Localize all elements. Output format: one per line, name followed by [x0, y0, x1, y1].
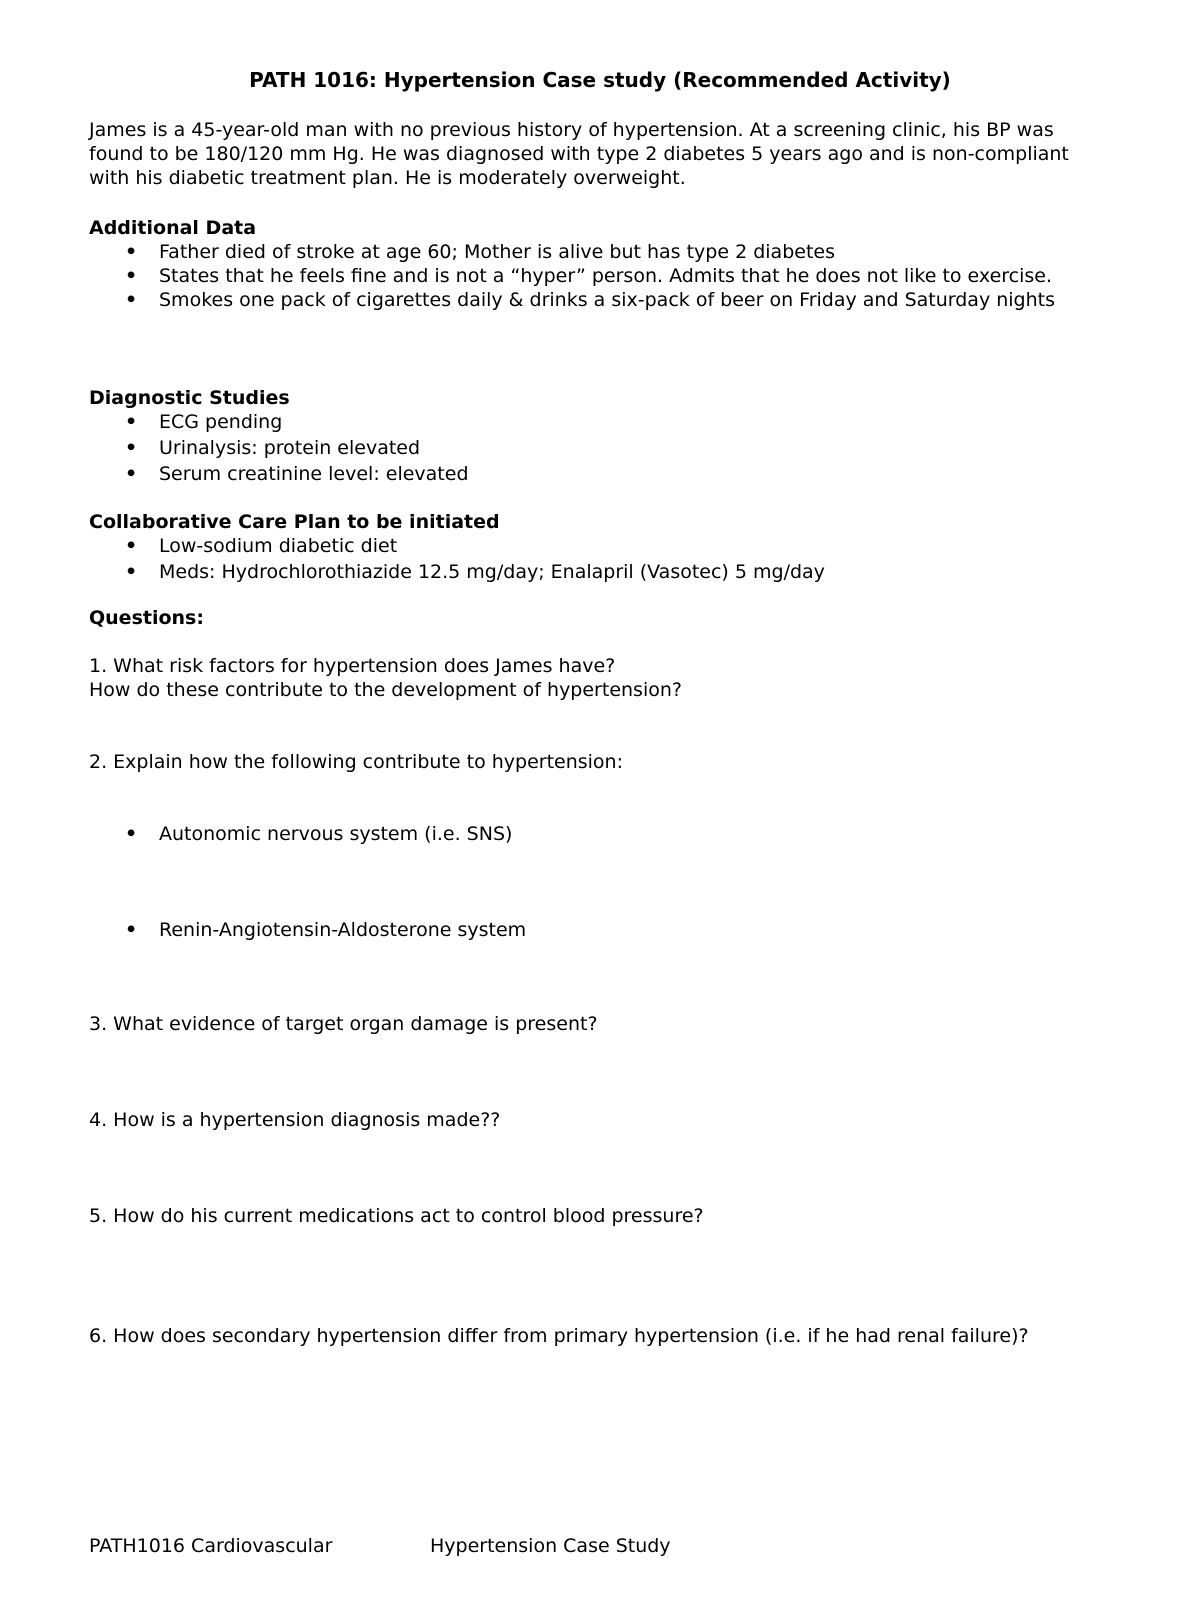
- questions-heading: Questions:: [89, 607, 204, 629]
- additional-data-heading: Additional Data: [89, 217, 257, 239]
- diagnostic-studies-heading: Diagnostic Studies: [89, 387, 290, 409]
- bullet-icon: •: [125, 265, 138, 287]
- intro-paragraph: James is a 45-year-old man with no previous history of hypertension. At a screening clinic, his BP was found to be 180/120 mm Hg. He was diagnosed with type 2 diabetes 5 years ago and is non-compliant with his diabetic treatment plan. He is moderately overweight.: [89, 119, 1069, 189]
- care-plan-heading: Collaborative Care Plan to be initiated: [89, 511, 500, 533]
- bullet-icon: •: [125, 919, 138, 941]
- additional-data-section: [89, 216, 1089, 312]
- list-item: • States that he feels fine and is not a “hyper” person. Admits that he does not like to exercise.: [125, 265, 1053, 287]
- question-5: 5. How do his current medications act to control blood pressure?: [89, 1205, 704, 1227]
- bullet-icon: •: [125, 411, 138, 433]
- list-item: • Smokes one pack of cigarettes daily & drinks a six-pack of beer on Friday and Saturday nights: [125, 289, 1056, 311]
- footer-left: PATH1016 Cardiovascular: [89, 1535, 333, 1557]
- bullet-icon: •: [125, 289, 138, 311]
- question-6: 6. How does secondary hypertension differ from primary hypertension (i.e. if he had renal failure)?: [89, 1325, 1029, 1347]
- document-page: PATH 1016: Hypertension Case study (Recommended Activity) James is a 45-year-old man with no previous history of hypertension. At a screening clinic, his BP was found to be 180/120 mm Hg. He was diagnosed with type 2 diabetes 5 years ago and is non-compliant with his diabetic treatment plan. He is moderately overweight. Additional Data • Father died of stroke at age 60; Mother is alive but has type 2 diabetes • States that he feels fine and is not a “hyper” person. Admits that he does not like to exercise. • Smokes one pack of cigarettes daily & drinks a six-pack of beer on Friday and Saturday nights Diagnostic Studies • ECG pending • Urinalysis: protein elevated • Serum creatinine level: elevated Collaborative Care Plan to be initiated • Low-sodium diabetic diet • Meds: Hydrochlorothiazide 12.5 mg/day; Enalapril (Vasotec) 5 mg/day Questions: 1. What risk factors for hypertension does James have? How do these contribute to the development of hypertension? 2. Explain how the following contribute to hypertension: • Autonomic nervous system (i.e. SNS) • Renin-Angiotensin-Aldosterone system 3. What evidence of target organ damage is present? 4. How is a hypertension diagnosis made?? 5. How do his current medications act to control blood pressure? 6. How does secondary hypertension differ from primary hypertension (i.e. if he had renal failure)? PATH1016 Cardiovascular Hypertension Case Study: [0, 0, 1200, 1602]
- page-title: PATH 1016: Hypertension Case study (Recommended Activity): [249, 68, 951, 92]
- care-plan-list: [89, 534, 1089, 584]
- list-item: • Serum creatinine level: elevated: [125, 463, 469, 485]
- question-2: 2. Explain how the following contribute to hypertension:: [89, 751, 624, 773]
- bullet-icon: •: [125, 463, 138, 485]
- list-item: • ECG pending: [125, 411, 283, 433]
- question-1-line-1: 1. What risk factors for hypertension does James have?: [89, 655, 616, 677]
- bullet-icon: •: [125, 241, 138, 263]
- care-plan-section: [89, 510, 1089, 586]
- list-item: • Urinalysis: protein elevated: [125, 437, 421, 459]
- bullet-icon: •: [125, 561, 138, 583]
- footer-right: Hypertension Case Study: [430, 1535, 671, 1557]
- question-1-line-2: How do these contribute to the development of hypertension?: [89, 679, 682, 701]
- bullet-icon: •: [125, 535, 138, 557]
- list-item: • Meds: Hydrochlorothiazide 12.5 mg/day; Enalapril (Vasotec) 5 mg/day: [125, 561, 825, 583]
- additional-data-list: [89, 240, 1089, 312]
- diagnostic-studies-section: [89, 386, 1089, 488]
- bullet-icon: •: [125, 437, 138, 459]
- diagnostic-studies-list: [89, 410, 1089, 486]
- question-4: 4. How is a hypertension diagnosis made??: [89, 1109, 501, 1131]
- bullet-icon: •: [125, 823, 138, 845]
- list-item: • Father died of stroke at age 60; Mother is alive but has type 2 diabetes: [125, 241, 835, 263]
- list-item: • Low-sodium diabetic diet: [125, 535, 398, 557]
- question-3: 3. What evidence of target organ damage is present?: [89, 1013, 598, 1035]
